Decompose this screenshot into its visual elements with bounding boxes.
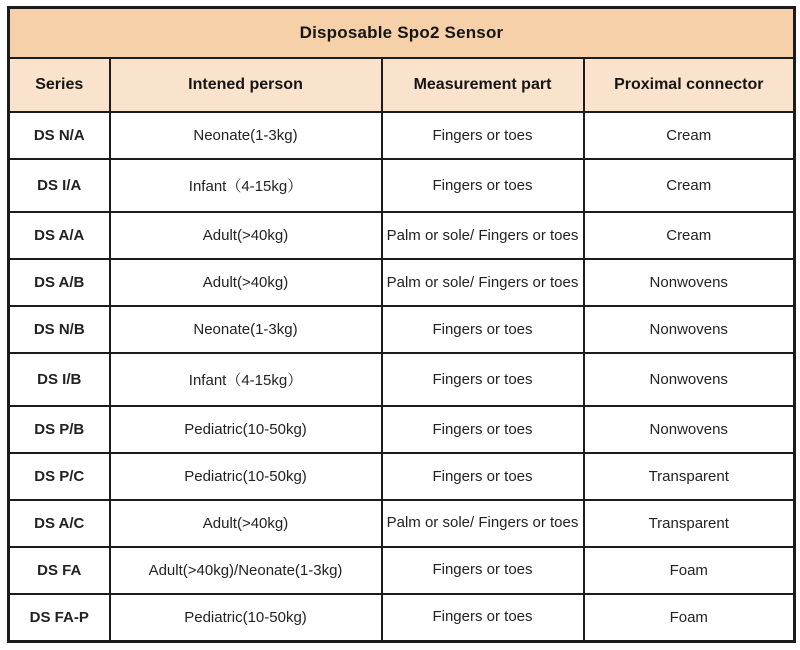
cell-person: Adult(>40kg)/Neonate(1-3kg) <box>110 547 382 594</box>
cell-connector: Nonwovens <box>584 306 795 353</box>
cell-part: Palm or sole/ Fingers or toes <box>382 212 584 259</box>
cell-person: Adult(>40kg) <box>110 259 382 306</box>
cell-part: Fingers or toes <box>382 547 584 594</box>
cell-connector: Transparent <box>584 453 795 500</box>
cell-part: Palm or sole/ Fingers or toes <box>382 259 584 306</box>
cell-connector: Foam <box>584 547 795 594</box>
table-row <box>9 547 795 594</box>
cell-part: Fingers or toes <box>382 406 584 453</box>
cell-person: Neonate(1-3kg) <box>110 112 382 159</box>
cell-part: Fingers or toes <box>382 353 584 406</box>
cell-connector: Cream <box>584 159 795 212</box>
cell-person: Infant（4-15kg） <box>110 159 382 212</box>
cell-part: Fingers or toes <box>382 112 584 159</box>
table-header-row <box>9 58 795 112</box>
cell-person: Adult(>40kg) <box>110 500 382 547</box>
cell-series: DS P/C <box>9 453 110 500</box>
table-row <box>9 453 795 500</box>
cell-connector: Foam <box>584 594 795 642</box>
cell-connector: Cream <box>584 112 795 159</box>
table-title-row <box>9 8 795 59</box>
column-header-series: Series <box>9 58 110 112</box>
cell-series: DS N/A <box>9 112 110 159</box>
cell-series: DS FA <box>9 547 110 594</box>
column-header-part: Measurement part <box>382 58 584 112</box>
column-header-connector: Proximal connector <box>584 58 795 112</box>
cell-series: DS I/B <box>9 353 110 406</box>
cell-person: Neonate(1-3kg) <box>110 306 382 353</box>
cell-series: DS N/B <box>9 306 110 353</box>
table-body <box>9 112 795 642</box>
cell-person: Infant（4-15kg） <box>110 353 382 406</box>
table-row <box>9 500 795 547</box>
spo2-sensor-table <box>7 6 796 643</box>
cell-part: Fingers or toes <box>382 594 584 642</box>
table-row <box>9 353 795 406</box>
table-row <box>9 159 795 212</box>
cell-connector: Nonwovens <box>584 406 795 453</box>
cell-connector: Cream <box>584 212 795 259</box>
cell-series: DS P/B <box>9 406 110 453</box>
cell-part: Fingers or toes <box>382 159 584 212</box>
table-row <box>9 406 795 453</box>
cell-connector: Transparent <box>584 500 795 547</box>
table-row <box>9 112 795 159</box>
table-row <box>9 306 795 353</box>
table-row <box>9 259 795 306</box>
cell-series: DS A/B <box>9 259 110 306</box>
spo2-sensor-table-container <box>7 6 793 643</box>
cell-series: DS A/A <box>9 212 110 259</box>
cell-part: Palm or sole/ Fingers or toes <box>382 500 584 547</box>
table-title: Disposable Spo2 Sensor <box>9 8 795 59</box>
cell-part: Fingers or toes <box>382 306 584 353</box>
cell-connector: Nonwovens <box>584 353 795 406</box>
table-row <box>9 212 795 259</box>
cell-connector: Nonwovens <box>584 259 795 306</box>
cell-series: DS A/C <box>9 500 110 547</box>
cell-series: DS I/A <box>9 159 110 212</box>
cell-part: Fingers or toes <box>382 453 584 500</box>
cell-series: DS FA-P <box>9 594 110 642</box>
column-header-person: Intened person <box>110 58 382 112</box>
cell-person: Pediatric(10-50kg) <box>110 594 382 642</box>
cell-person: Pediatric(10-50kg) <box>110 453 382 500</box>
table-row <box>9 594 795 642</box>
cell-person: Pediatric(10-50kg) <box>110 406 382 453</box>
cell-person: Adult(>40kg) <box>110 212 382 259</box>
